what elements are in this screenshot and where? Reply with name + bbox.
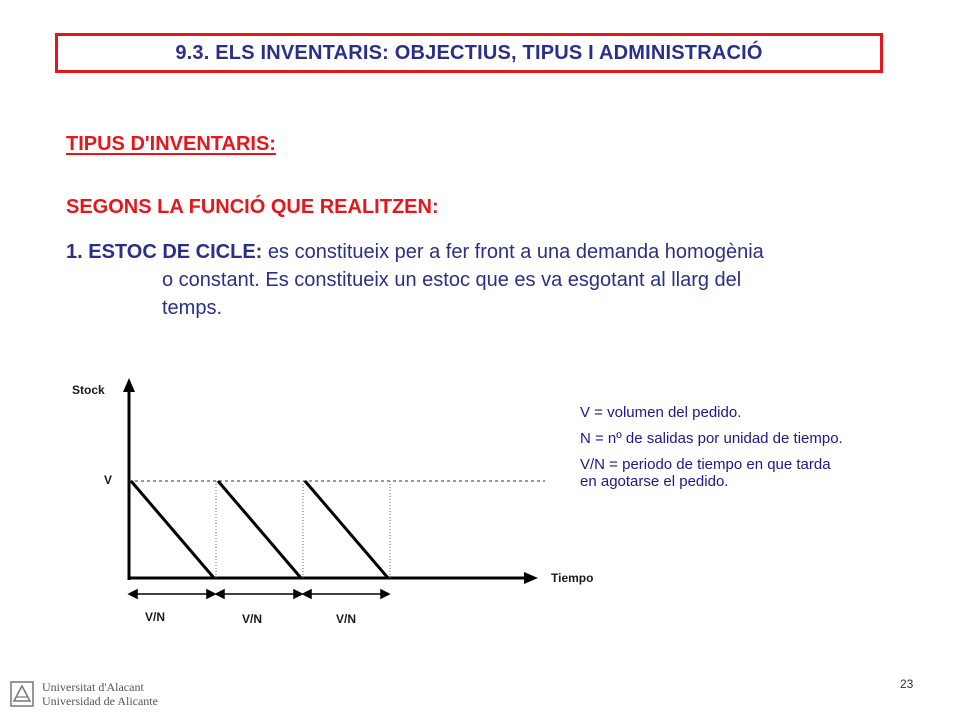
university-name-line-2: Universidad de Alicante: [42, 694, 158, 708]
diagram-legend: [580, 404, 940, 499]
period-arrow-head: [303, 590, 311, 598]
x-axis-arrow: [524, 572, 538, 584]
university-name: [42, 680, 158, 708]
period-arrow-head: [294, 590, 302, 598]
university-emblem-icon: [10, 681, 34, 707]
depletion-line-2: [218, 481, 301, 578]
page-title: 9.3. ELS INVENTARIS: OBJECTIUS, TIPUS I ADMINISTRACIÓ: [175, 41, 763, 64]
section-heading: TIPUS D'INVENTARIS:: [66, 133, 276, 155]
page-number: 23: [900, 677, 914, 691]
depletion-line-1: [131, 481, 214, 578]
period-arrow-head: [129, 590, 137, 598]
period-arrow-head: [207, 590, 215, 598]
period-label-2: V/N: [242, 612, 263, 626]
item-line-3: temps.: [162, 297, 223, 319]
legend-line-n: N = nº de salidas por unidad de tiempo.: [580, 430, 843, 447]
depletion-line-3: [305, 481, 388, 578]
period-label-3: V/N: [336, 612, 357, 626]
legend-line-vn-cont: en agotarse el pedido.: [580, 473, 729, 490]
university-logo: [10, 680, 158, 708]
item-line-2: o constant. Es constitueix un estoc que es va esgotant al llarg del: [162, 269, 742, 291]
legend-line-v: V = volumen del pedido.: [580, 404, 742, 421]
period-label-1: V/N: [145, 610, 166, 624]
item-lead: 1. ESTOC DE CICLE:: [66, 241, 263, 263]
period-arrow-head: [216, 590, 224, 598]
university-name-line-1: Universitat d'Alacant: [42, 680, 144, 694]
period-arrow-head: [381, 590, 389, 598]
y-axis-arrow: [123, 378, 135, 392]
y-axis-label: Stock: [72, 383, 105, 397]
section-subheading: SEGONS LA FUNCIÓ QUE REALITZEN:: [66, 196, 439, 218]
item-line-1-text: es constitueix per a fer front a una demanda homogènia: [267, 241, 764, 263]
legend-line-vn: V/N = periodo de tiempo en que tarda: [580, 456, 831, 473]
level-label: V: [104, 473, 113, 487]
x-axis-label: Tiempo: [551, 571, 594, 585]
